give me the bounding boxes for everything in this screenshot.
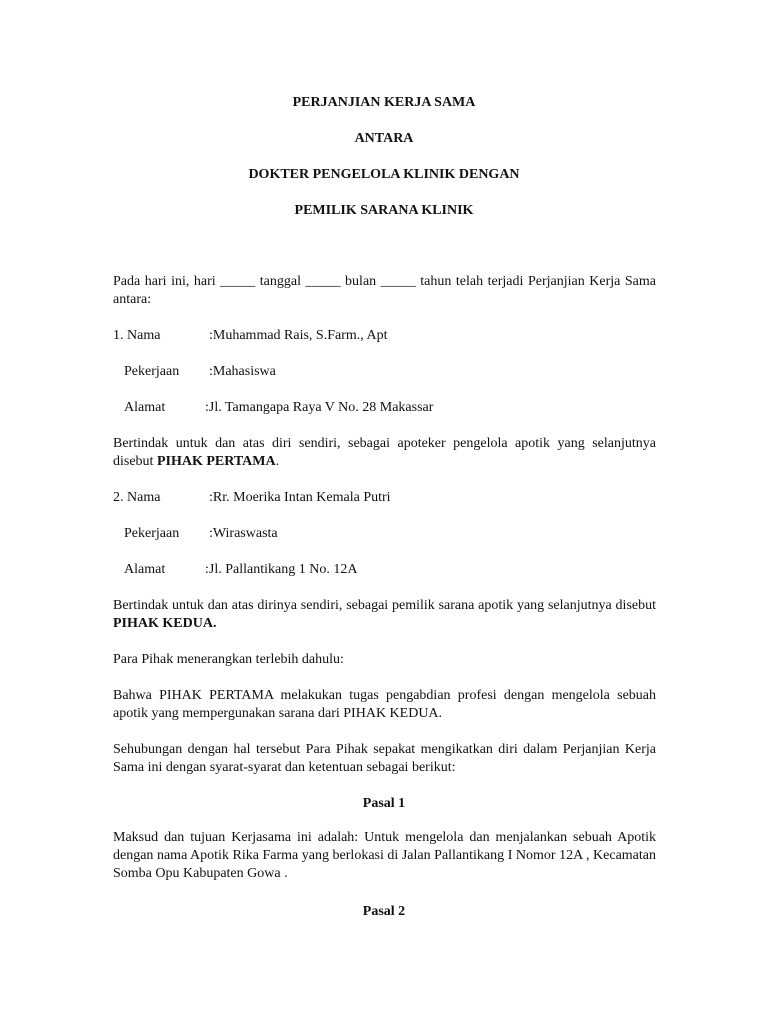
- pasal-2-heading: Pasal 2: [362, 904, 406, 919]
- pasal-1-heading: Pasal 1: [362, 796, 406, 811]
- title-line-2: ANTARA: [354, 131, 414, 146]
- party2-pekerjaan-value: :Wiraswasta: [209, 526, 278, 541]
- party2-statement-text: Bertindak untuk dan atas dirinya sendiri, sebagai pemilik sarana apotik yang selanjutnya disebut: [113, 598, 656, 613]
- party2-nama-label: 2. Nama: [113, 490, 161, 505]
- party1-nama-label: 1. Nama: [113, 328, 161, 343]
- party2-nama-value: :Rr. Moerika Intan Kemala Putri: [209, 490, 391, 505]
- sehubungan-paragraph: Sehubungan dengan hal tersebut Para Pihak sepakat mengikatkan diri dalam Perjanjian Kerja Sama ini dengan syarat-syarat dan ketentuan sebagai berikut:: [113, 742, 656, 775]
- title-line-4: PEMILIK SARANA KLINIK: [294, 203, 474, 218]
- party1-alamat-label: Alamat: [124, 400, 166, 415]
- party1-statement: [113, 435, 656, 471]
- bahwa-paragraph: Bahwa PIHAK PERTAMA melakukan tugas pengabdian profesi dengan mengelola sebuah apotik yang mempergunakan sarana dari PIHAK KEDUA.: [113, 688, 656, 721]
- party2-statement: [113, 597, 656, 633]
- para-pihak-paragraph: Para Pihak menerangkan terlebih dahulu:: [113, 652, 344, 667]
- party1-alamat-value: :Jl. Tamangapa Raya V No. 28 Makassar: [205, 400, 434, 415]
- party2-pekerjaan-label: Pekerjaan: [124, 526, 180, 541]
- party2-alamat-label: Alamat: [124, 562, 166, 577]
- pihak-pertama-label: PIHAK PERTAMA: [156, 454, 276, 469]
- party2-alamat-value: :Jl. Pallantikang 1 No. 12A: [205, 562, 358, 577]
- intro-paragraph: Pada hari ini, hari _____ tanggal _____ bulan _____ tahun telah terjadi Perjanjian Kerja Sama antara:: [113, 274, 656, 307]
- party1-pekerjaan-label: Pekerjaan: [124, 364, 180, 379]
- pasal-1-text: Maksud dan tujuan Kerjasama ini adalah: Untuk mengelola dan menjalankan sebuah Apotik dengan nama Apotik Rika Farma yang berlokasi di Jalan Pallantikang I Nomor 12A , Kecamatan Somba Opu Kabupaten Gowa .: [113, 830, 656, 881]
- title-line-1: PERJANJIAN KERJA SAMA: [292, 95, 476, 110]
- title-line-3: DOKTER PENGELOLA KLINIK DENGAN: [248, 167, 520, 182]
- pihak-kedua-label: PIHAK KEDUA.: [113, 616, 217, 631]
- party1-statement-end: .: [275, 454, 280, 469]
- party1-pekerjaan-value: :Mahasiswa: [209, 364, 276, 379]
- party1-statement-text: Bertindak untuk dan atas diri sendiri, sebagai apoteker pengelola apotik yang selanjutnya disebut: [113, 436, 656, 469]
- party1-nama-value: :Muhammad Rais, S.Farm., Apt: [209, 328, 388, 343]
